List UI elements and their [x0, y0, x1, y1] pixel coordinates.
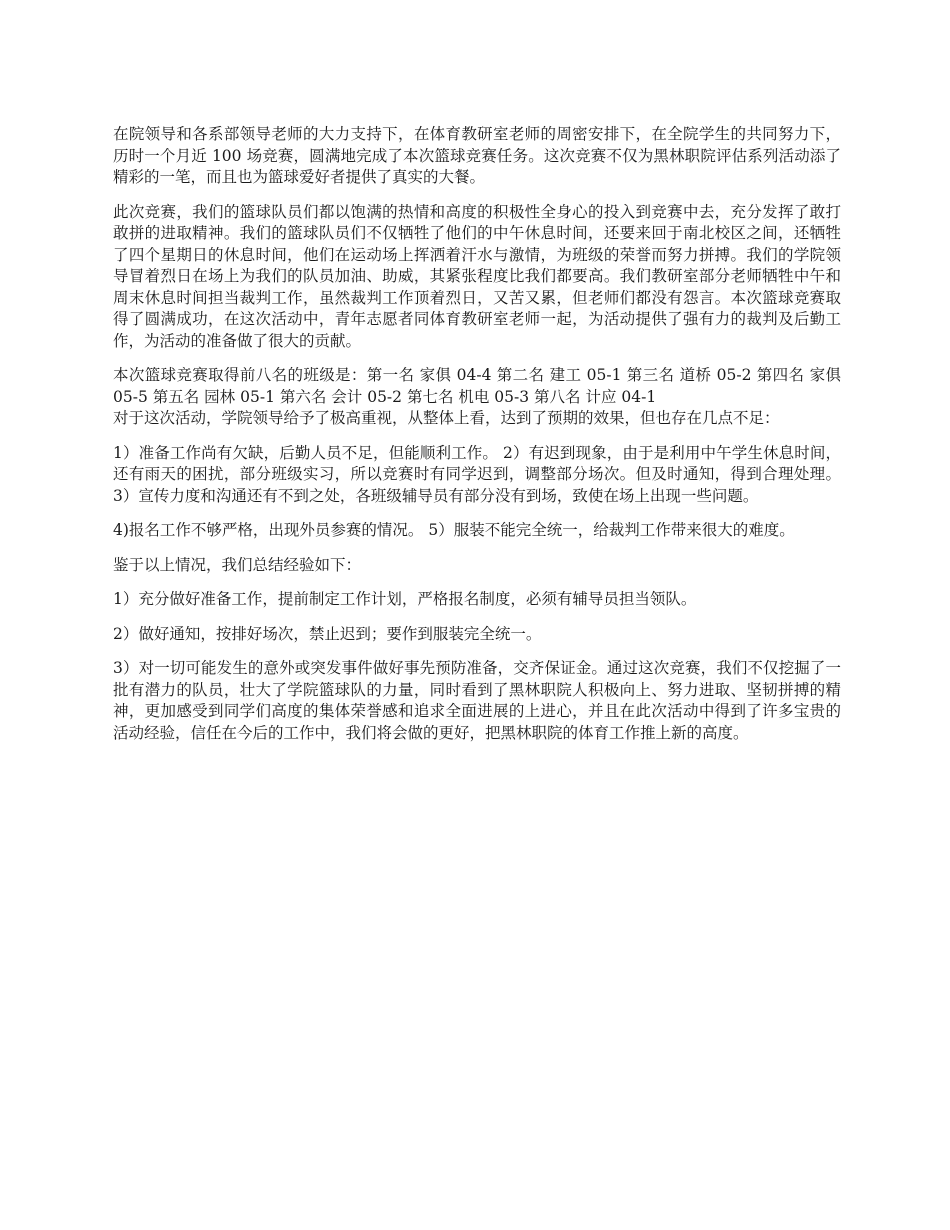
document-body [113, 124, 841, 757]
paragraph-lesson-2: 2）做好通知，按排好场次，禁止迟到；要作到服装完全统一。 [113, 624, 542, 643]
paragraph-summary-heading: 鉴于以上情况，我们总结经验如下： [113, 555, 362, 574]
paragraph-intro: 在院领导和各系部领导老师的大力支持下，在体育教研室老师的周密安排下，在全院学生的共同努力下，历时一个月近 100 场竞赛，圆满地完成了本次篮球竞赛任务。这次竞赛不仅为黑林职院评估系列活动添了精彩的一笔，而且也为篮球爱好者提供了真实的大餐。 [113, 125, 841, 186]
paragraph-rankings: 本次篮球竞赛取得前八名的班级是：第一名 家俱 04-4 第二名 建工 05-1 第三名 道桥 05-2 第四名 家俱 05-5 第五名 园林 05-1 第六名 会计 05-2 第七名 机电 05-3 第八名 计应 04-1 对于这次活动，学院领导给予了极高重视，从整体上看，达到了预期的效果，但也存在几点不足： [113, 366, 841, 427]
paragraph-shortcomings-2: 4)报名工作不够严格，出现外员参赛的情况。 5）服装不能完全统一，给裁判工作带来很大的难度。 [113, 521, 795, 539]
paragraph-competition-spirit: 此次竞赛，我们的篮球队员们都以饱满的热情和高度的积极性全身心的投入到竞赛中去，充分发挥了敢打敢拼的进取精神。我们的篮球队员们不仅牺牲了他们的中午休息时间，还要来回于南北校区之间，还牺牲了四个星期日的休息时间，他们在运动场上挥洒着汗水与激情，为班级的荣誉而努力拼搏。我们的学院领导冒着烈日在场上为我们的队员加油、助威，其紧张程度比我们都要高。我们教研室部分老师牺牲中午和周末休息时间担当裁判工作，虽然裁判工作顶着烈日，又苦又累，但老师们都没有怨言。本次篮球竞赛取得了圆满成功，在这次活动中，青年志愿者同体育教研室老师一起，为活动提供了强有力的裁判及后勤工作，为活动的准备做了很大的贡献。 [113, 202, 841, 350]
paragraph-lesson-3: 3）对一切可能发生的意外或突发事件做好事先预防准备，交齐保证金。通过这次竞赛，我们不仅挖掘了一批有潜力的队员，壮大了学院篮球队的力量，同时看到了黑林职院人积极向上、努力进取、坚韧拼搏的精神，更加感受到同学们高度的集体荣誉感和追求全面进展的上进心，并且在此次活动中得到了许多宝贵的活动经验，信任在今后的工作中，我们将会做的更好，把黑林职院的体育工作推上新的高度。 [113, 659, 841, 742]
paragraph-shortcomings-1: 1）准备工作尚有欠缺，后勤人员不足，但能顺利工作。 2）有迟到现象，由于是利用中午学生休息时间，还有雨天的困扰，部分班级实习，所以竞赛时有同学迟到，调整部分场次。但及时通知，得到合理处理。 3）宣传力度和沟通还有不到之处，各班级辅导员有部分没有到场，致使在场上出现一些问题。 [113, 443, 841, 505]
paragraph-lesson-1: 1）充分做好准备工作，提前制定工作计划，严格报名制度，必须有辅导员担当领队。 [113, 590, 697, 608]
